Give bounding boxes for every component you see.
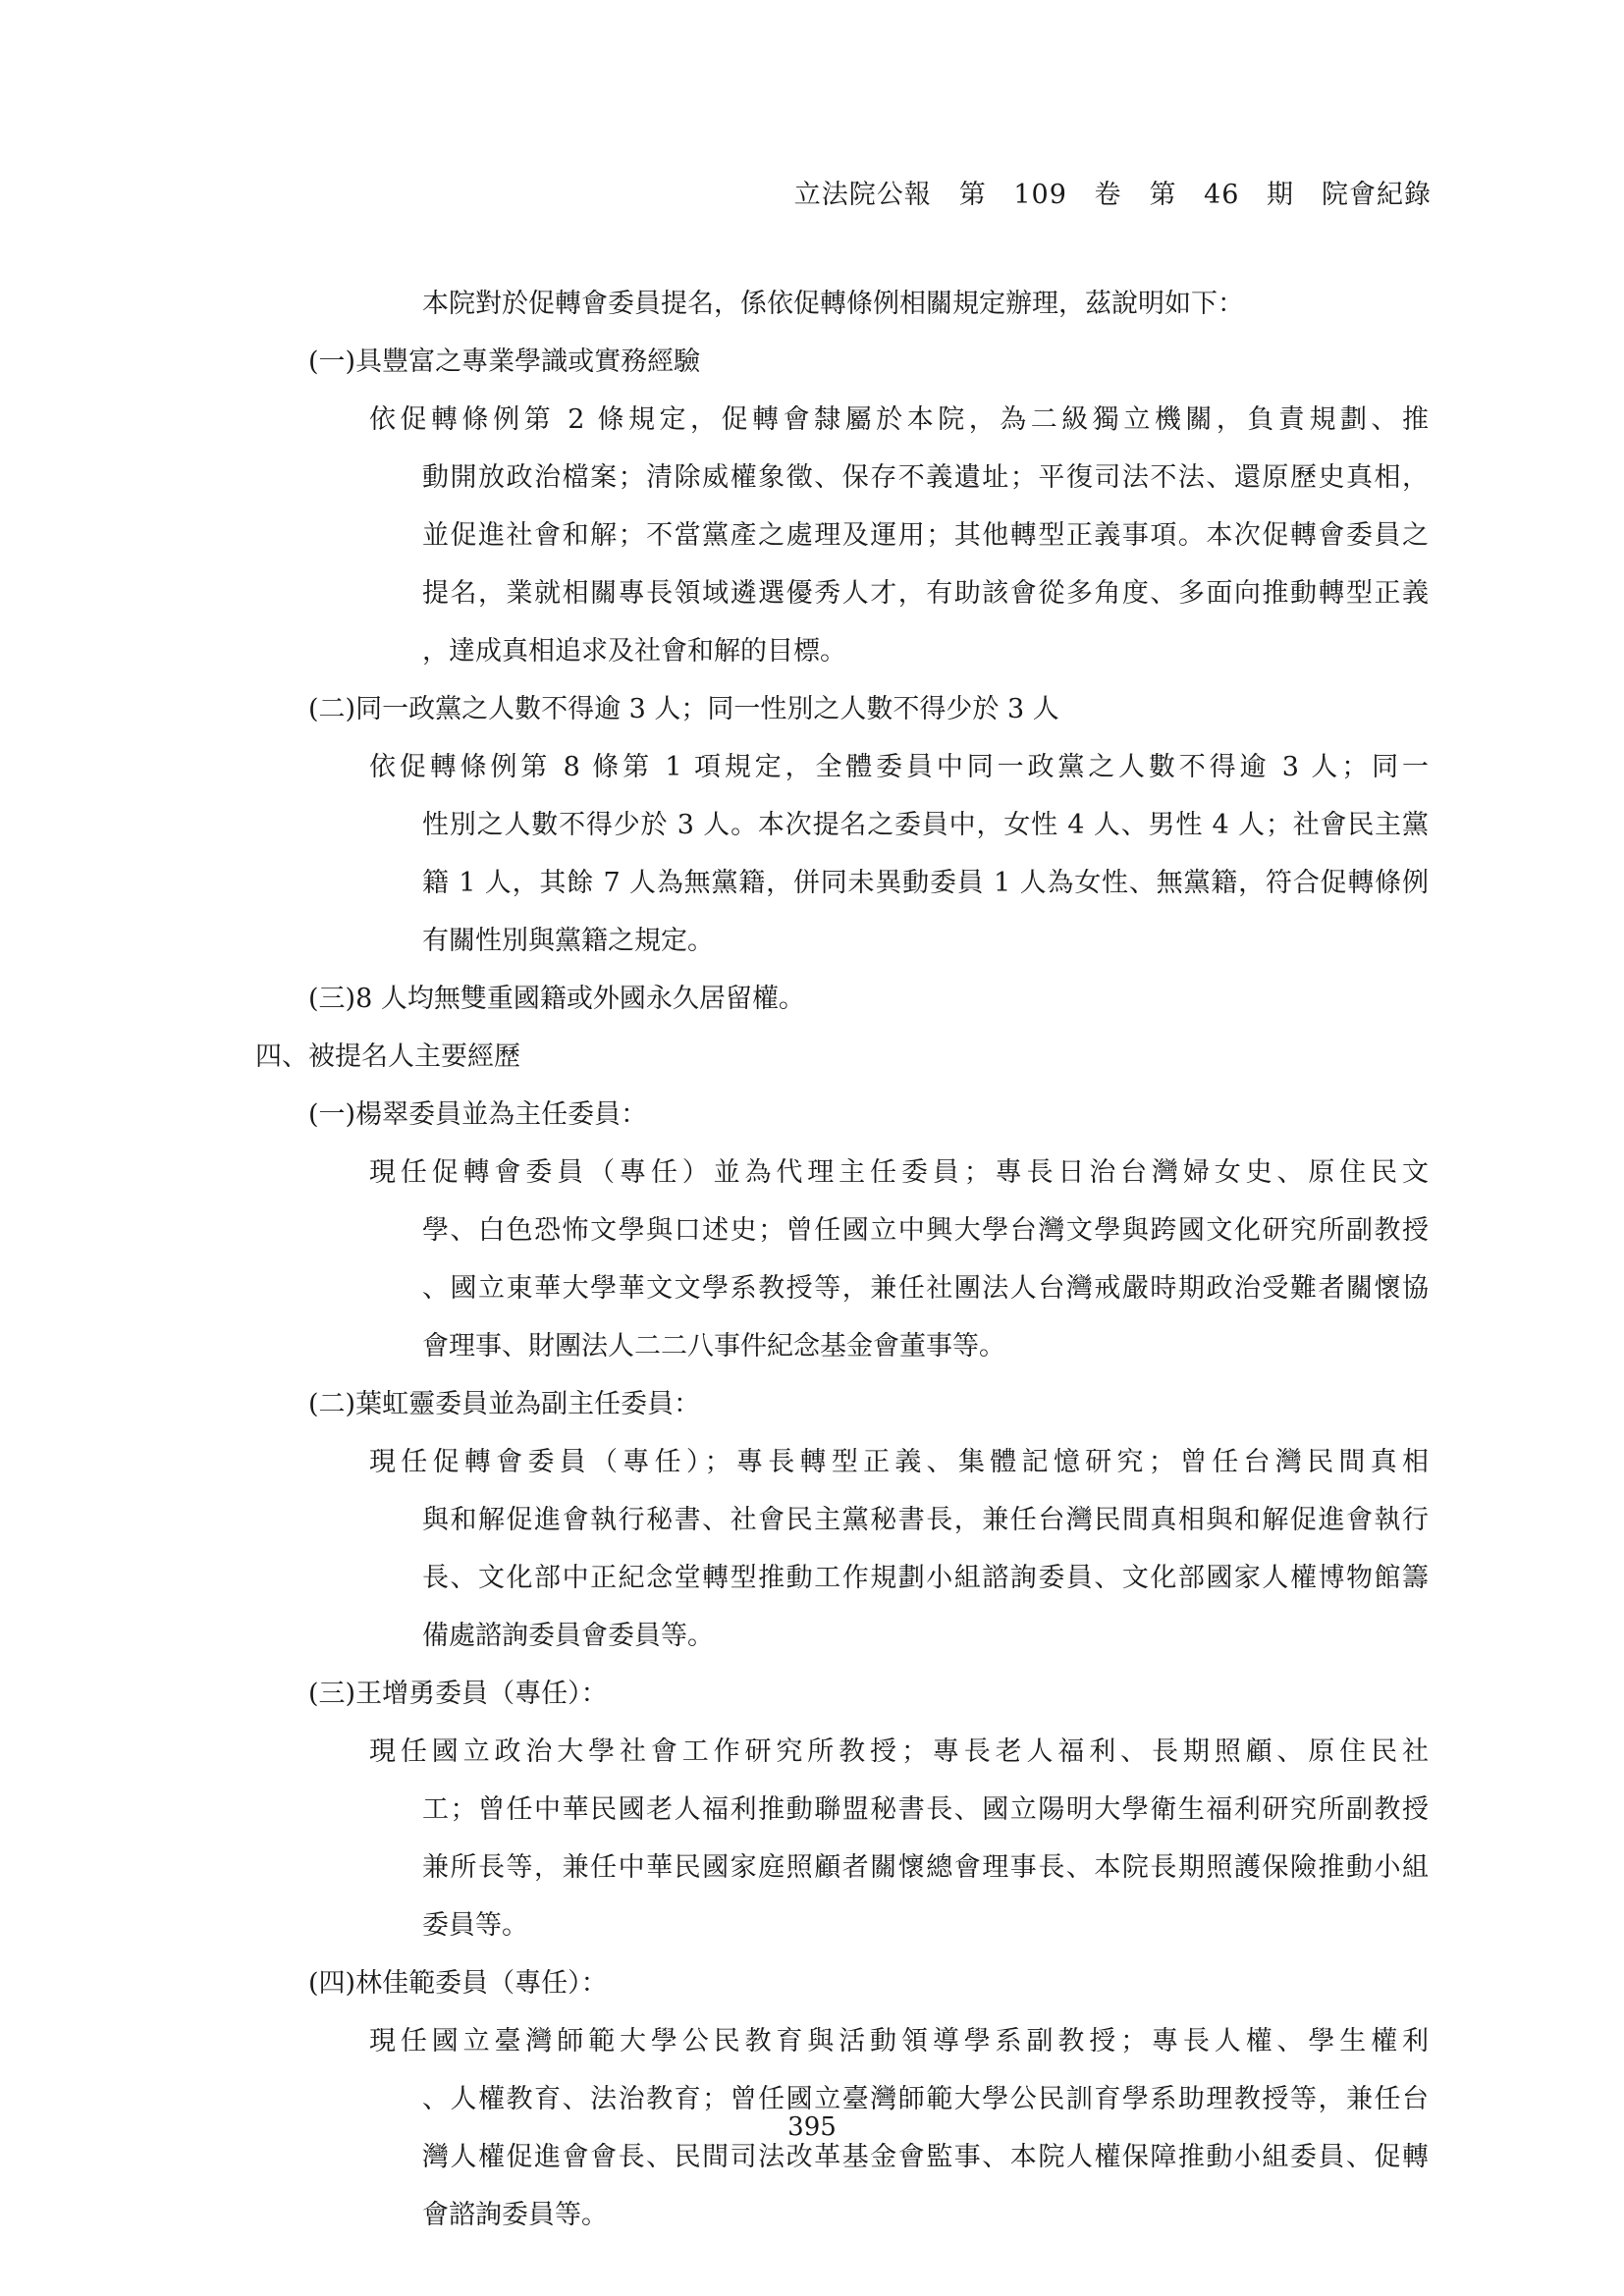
- text-line: 備處諮詢委員會委員等。: [422, 1621, 714, 1651]
- text-line: 依促轉條例第 2 條規定，促轉會隸屬於本院，為二級獨立機關，負責規劃、推: [369, 404, 1429, 435]
- text-line: 與和解促進會執行秘書、社會民主黨秘書長，兼任台灣民間真相與和解促進會執行: [422, 1505, 1429, 1535]
- text-line: 工；曾任中華民國老人福利推動聯盟秘書長、國立陽明大學衛生福利研究所副教授: [422, 1794, 1429, 1825]
- text-line: 動開放政治檔案；清除威權象徵、保存不義遺址；平復司法不法、還原歷史真相，: [422, 462, 1429, 493]
- text-line: 並促進社會和解；不當黨產之處理及運用；其他轉型正義事項。本次促轉會委員之: [422, 520, 1429, 551]
- text-line: (一)具豐富之專業學識或實務經驗: [308, 347, 701, 377]
- text-line: 兼所長等，兼任中華民國家庭照顧者關懷總會理事長、本院長期照護保險推動小組: [422, 1852, 1429, 1883]
- text-line: (三)8 人均無雙重國籍或外國永久居留權。: [308, 984, 805, 1014]
- text-line: 有關性別與黨籍之規定。: [422, 926, 714, 956]
- text-line: (四)林佳範委員（專任）：: [308, 1968, 608, 1999]
- text-line: 會諮詢委員等。: [422, 2200, 608, 2230]
- text-line: 依促轉條例第 8 條第 1 項規定，全體委員中同一政黨之人數不得逾 3 人；同一: [369, 752, 1429, 782]
- text-line: 現任國立臺灣師範大學公民教育與活動領導學系副教授；專長人權、學生權利: [369, 2026, 1429, 2056]
- text-line: (一)楊翠委員並為主任委員：: [308, 1099, 648, 1130]
- text-line: 現任國立政治大學社會工作研究所教授；專長老人福利、長期照顧、原住民社: [369, 1736, 1429, 1767]
- page-number: 395: [787, 2112, 837, 2142]
- text-line: 現任促轉會委員（專任）並為代理主任委員；專長日治台灣婦女史、原住民文: [369, 1157, 1429, 1188]
- text-line: 性別之人數不得少於 3 人。本次提名之委員中，女性 4 人、男性 4 人；社會民主黨: [422, 810, 1429, 840]
- text-line: 提名，業就相關專長領域遴選優秀人才，有助該會從多角度、多面向推動轉型正義: [422, 578, 1429, 609]
- text-line: 本院對於促轉會委員提名，係依促轉條例相關規定辦理，茲說明如下：: [422, 289, 1244, 319]
- text-line: 委員等。: [422, 1910, 528, 1941]
- text-line: 、人權教育、法治教育；曾任國立臺灣師範大學公民訓育學系助理教授等，兼任台: [422, 2084, 1429, 2114]
- text-line: (三)王增勇委員（專任）：: [308, 1679, 608, 1709]
- text-line: 學、白色恐怖文學與口述史；曾任國立中興大學台灣文學與跨國文化研究所副教授: [422, 1215, 1429, 1246]
- text-line: (二)葉虹靈委員並為副主任委員：: [308, 1389, 701, 1419]
- text-line: 四、被提名人主要經歷: [255, 1041, 520, 1072]
- text-line: (二)同一政黨之人數不得逾 3 人；同一性別之人數不得少於 3 人: [308, 694, 1059, 724]
- text-line: 灣人權促進會會長、民間司法改革基金會監事、本院人權保障推動小組委員、促轉: [422, 2142, 1429, 2172]
- text-line: 會理事、財團法人二二八事件紀念基金會董事等。: [422, 1331, 1005, 1362]
- text-line: 現任促轉會委員（專任）；專長轉型正義、集體記憶研究；曾任台灣民間真相: [369, 1447, 1429, 1477]
- text-line: 、國立東華大學華文文學系教授等，兼任社團法人台灣戒嚴時期政治受難者關懷協: [422, 1273, 1429, 1304]
- running-header: 立法院公報 第 109 卷 第 46 期 院會紀錄: [793, 180, 1432, 210]
- document-body: [255, 275, 1429, 2244]
- text-line: 籍 1 人，其餘 7 人為無黨籍，併同未異動委員 1 人為女性、無黨籍，符合促轉條例: [422, 868, 1429, 898]
- text-line: ，達成真相追求及社會和解的目標。: [422, 636, 846, 667]
- text-line: 長、文化部中正紀念堂轉型推動工作規劃小組諮詢委員、文化部國家人權博物館籌: [422, 1563, 1429, 1593]
